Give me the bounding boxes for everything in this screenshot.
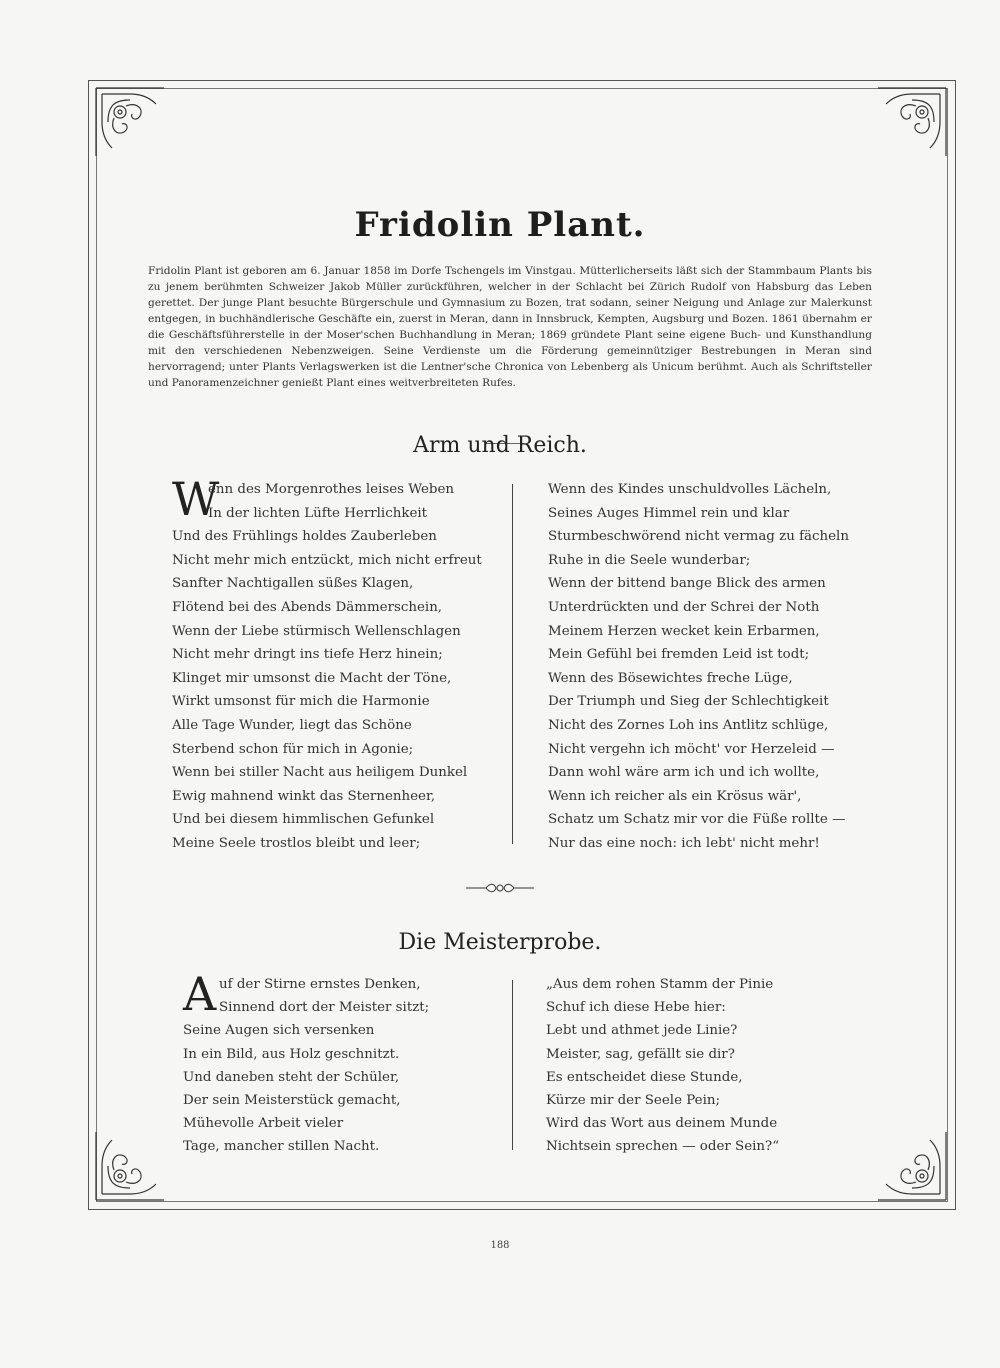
column-divider — [512, 484, 513, 844]
verse-line: Flötend bei des Abends Dämmerschein, — [172, 599, 443, 615]
verse-line: Mühevolle Arbeit vieler — [183, 1116, 344, 1132]
poem2-left-column — [183, 967, 430, 1159]
verse-line: Meine Seele trostlos bleibt und leer; — [172, 835, 421, 851]
verse-line: Nicht des Zornes Loh ins Antlitz schlüge, — [548, 717, 829, 733]
verse-line: Ruhe in die Seele wunderbar; — [548, 552, 751, 568]
vignette-ornament — [464, 880, 536, 894]
verse-line: Wenn bei stiller Nacht aus heiligem Dunkel — [172, 765, 468, 781]
verse-line: Sterbend schon für mich in Agonie; — [172, 741, 414, 757]
verse-line: Schatz um Schatz mir vor die Füße rollte — — [548, 812, 846, 828]
verse-line: Der Triumph und Sieg der Schlechtigkeit — [548, 694, 829, 710]
column-divider — [512, 980, 513, 1150]
verse-line: Seines Auges Himmel rein und klar — [548, 505, 790, 521]
verse-line: Und des Frühlings holdes Zauberleben — [172, 529, 437, 545]
verse-line: Sanfter Nachtigallen süßes Klagen, — [172, 576, 414, 592]
verse-line: Kürze mir der Seele Pein; — [546, 1092, 720, 1108]
corner-ornament-top-left — [90, 82, 170, 162]
verse-line: Seine Augen sich versenken — [183, 1023, 375, 1039]
verse-line: enn des Morgenrothes leises Weben — [208, 482, 454, 497]
verse-line: Wirkt umsonst für mich die Harmonie — [172, 694, 430, 710]
verse-line: „Aus dem rohen Stamm der Pinie — [546, 977, 774, 992]
verse-line: Mein Gefühl bei fremden Leid ist todt; — [548, 647, 810, 663]
poem2-right-column — [546, 973, 779, 1159]
verse-line: Und bei diesem himmlischen Gefunkel — [172, 812, 435, 828]
verse-line: Dann wohl wäre arm ich und ich wollte, — [548, 765, 820, 781]
drop-cap: W — [172, 472, 220, 526]
verse-line: Nicht vergehn ich möcht' vor Herzeleid — — [548, 741, 835, 757]
poem1-right-column — [548, 478, 849, 856]
verse-line: Wenn des Bösewichtes freche Lüge, — [548, 670, 793, 686]
verse-line: Wenn der bittend bange Blick des armen — [548, 576, 826, 592]
verse-line: Wird das Wort aus deinem Munde — [546, 1116, 778, 1132]
verse-line: In der lichten Lüfte Herrlichkeit — [208, 505, 428, 521]
corner-ornament-bottom-right — [872, 1126, 952, 1206]
verse-line: Sinnend dort der Meister sitzt; — [219, 1000, 430, 1016]
verse-line: Und daneben steht der Schüler, — [183, 1069, 400, 1085]
author-biography: Fridolin Plant ist geboren am 6. Januar 1858 im Dorfe Tschengels im Vinstgau. Mütterlicherseits läßt sich der Stammbaum Plants bis zu jenem berühmten Schweizer Jakob Müller zurückführen, welcher in der Schlacht bei Zürich Rudolf von Habsburg das Leben gerettet. Der junge Plant besuchte Bürgerschule und Gymnasium zu Bozen, trat sodann, seiner Neigung und Anlage zur Malerkunst entgegen, in buchhändlerische Geschäfte ein, zuerst in Meran, dann in Innsbruck, Kempten, Augsburg und Bozen. 1861 übernahm er die Geschäftsführerstelle in der Moser'schen Buchhandlung in Meran; 1869 gründete Plant seine eigene Buch- und Kunsthandlung mit den verschiedenen Nebenzweigen. Seine Verdienste um die Förderung gemeinnütziger Bestrebungen in Meran sind hervorragend; unter Plants Verlagswerken ist die Lentner'sche Chronica von Lebenberg als Unicum berühmt. Auch als Schriftsteller und Panoramenzeichner genießt Plant eines weitverbreiteten Rufes. — [148, 265, 872, 389]
verse-line: Nichtsein sprechen — oder Sein?“ — [546, 1139, 780, 1155]
verse-line: Klinget mir umsonst die Macht der Töne, — [172, 670, 452, 686]
verse-line: Lebt und athmet jede Linie? — [546, 1023, 738, 1039]
verse-line: Sturmbeschwörend nicht vermag zu fächeln — [548, 529, 849, 545]
verse-line: Schuf ich diese Hebe hier: — [546, 1000, 726, 1016]
drop-cap: A — [183, 967, 217, 1021]
verse-line: Meinem Herzen wecket kein Erbarmen, — [548, 623, 820, 639]
verse-line: Der sein Meisterstück gemacht, — [183, 1092, 401, 1108]
corner-ornament-bottom-left — [90, 1126, 170, 1206]
verse-line: Nicht mehr mich entzückt, mich nicht erfreut — [172, 552, 482, 568]
verse-line: Meister, sag, gefällt sie dir? — [546, 1046, 735, 1062]
poem-title-arm-und-reich: Arm und Reich. — [413, 433, 587, 458]
verse-line: Nur das eine noch: ich lebt' nicht mehr! — [548, 835, 820, 851]
verse-line: Wenn ich reicher als ein Krösus wär', — [548, 788, 802, 804]
verse-line: Alle Tage Wunder, liegt das Schöne — [172, 717, 412, 733]
corner-ornament-top-right — [872, 82, 952, 162]
verse-line: Es entscheidet diese Stunde, — [546, 1069, 743, 1085]
poem1-left-column — [172, 472, 482, 856]
verse-line: Nicht mehr dringt ins tiefe Herz hinein; — [172, 647, 443, 663]
page-title: Fridolin Plant. — [354, 205, 646, 245]
verse-line: Tage, mancher stillen Nacht. — [183, 1139, 380, 1155]
verse-line: Ewig mahnend winkt das Sternenheer, — [172, 788, 436, 804]
verse-line: uf der Stirne ernstes Denken, — [219, 977, 421, 992]
verse-line: Unterdrückten und der Schrei der Noth — [548, 599, 820, 615]
verse-line: In ein Bild, aus Holz geschnitzt. — [183, 1046, 400, 1062]
page-number: 188 — [490, 1240, 510, 1251]
verse-line: Wenn der Liebe stürmisch Wellenschlagen — [172, 623, 461, 639]
poem-title-die-meisterprobe: Die Meisterprobe. — [398, 930, 602, 955]
verse-line: Wenn des Kindes unschuldvolles Lächeln, — [548, 482, 832, 497]
